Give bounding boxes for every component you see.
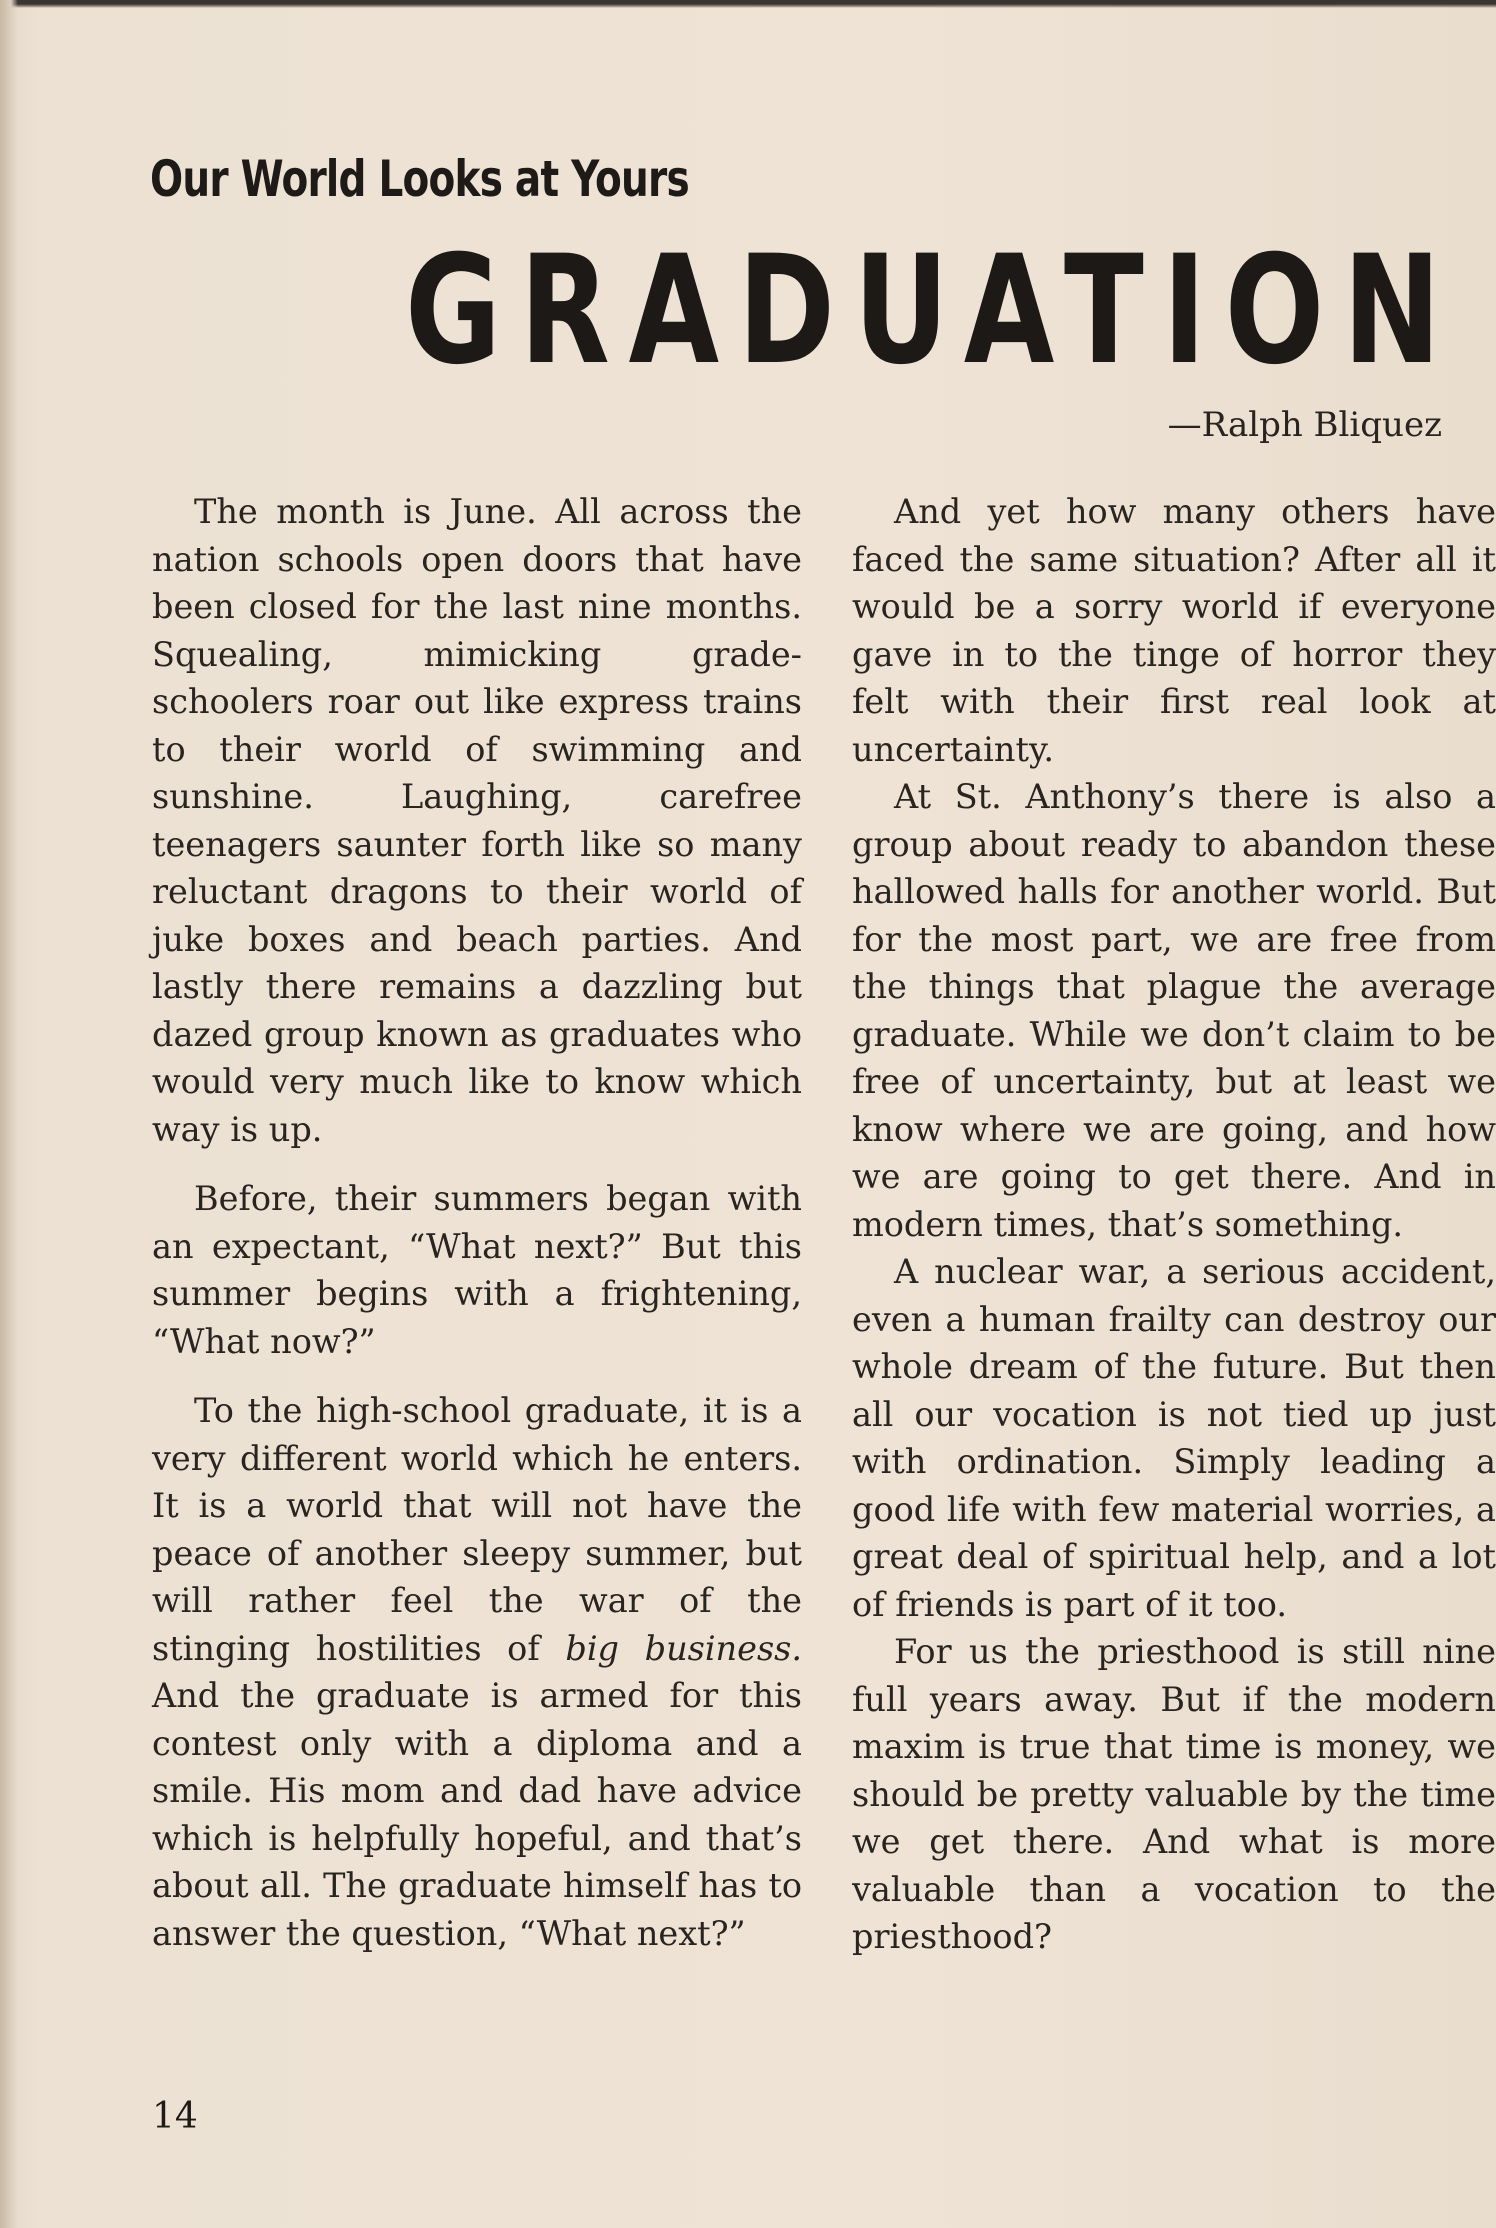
paragraph: At St. Anthony’s there is also a group about ready to abandon these hallowed halls for another world. But for the most part, we are free from the things that plague the average graduate. While we don’t claim to be free of uncertainty, but at least we know where we are going, and how we are going to get there. And in modern times, that’s something.	[852, 777, 1496, 1244]
paragraph: And yet how many others have faced the same situation? After all it would be a sorry world if everyone gave in to the tinge of horror they felt with their first real look at uncertainty.	[852, 492, 1496, 769]
paragraph: The month is June. All across the nation schools open doors that have been closed for the last nine months. Squealing, mimicking grade-schoolers roar out like express trains to their world of swimming and sunshine. Laughing, carefree teenagers saunter forth like so many reluctant dragons to their world of juke boxes and beach parties. And lastly there remains a dazzling but dazed group known as graduates who would very much like to know which way is up.	[152, 492, 802, 1149]
right-text-column	[852, 488, 1496, 1961]
paragraph-text: To the high-school graduate, it is a very different world which he enters. It is a world that will not have the peace of another sleepy summer, but will rather feel the war of the stinging hostilities of	[152, 1391, 802, 1668]
paragraph: For us the priesthood is still nine full years away. But if the modern maxim is true that time is money, we should be pretty valuable by the time we get there. And what is more valuable than a vocation to the priesthood?	[852, 1632, 1496, 1956]
paragraph: Before, their summers began with an expectant, “What next?” But this summer begins with a frightening, “What now?”	[152, 1179, 802, 1361]
page-number: 14	[152, 2096, 198, 2137]
section-kicker: Our World Looks at Yours	[150, 150, 689, 208]
italic-phrase: big business.	[565, 1628, 802, 1668]
top-border	[0, 0, 1496, 8]
paragraph: A nuclear war, a serious accident, even a human frailty can destroy our whole dream of the future. But then all our vocation is not tied up just with ordination. Simply leading a good life with few material worries, a great deal of spiritual help, and a lot of friends is part of it too.	[852, 1252, 1496, 1624]
article-byline: —Ralph Bliquez	[1167, 405, 1442, 445]
paragraph	[152, 1387, 802, 1957]
paragraph-text: And the graduate is armed for this contest only with a diploma and a smile. His mom and dad have advice which is helpfully hopeful, and that’s about all. The graduate himself has to answer the question, “What next?”	[152, 1676, 802, 1953]
article-title: GRADUATION	[405, 224, 1460, 398]
binding-edge	[0, 0, 18, 2228]
left-text-column	[152, 488, 802, 1957]
